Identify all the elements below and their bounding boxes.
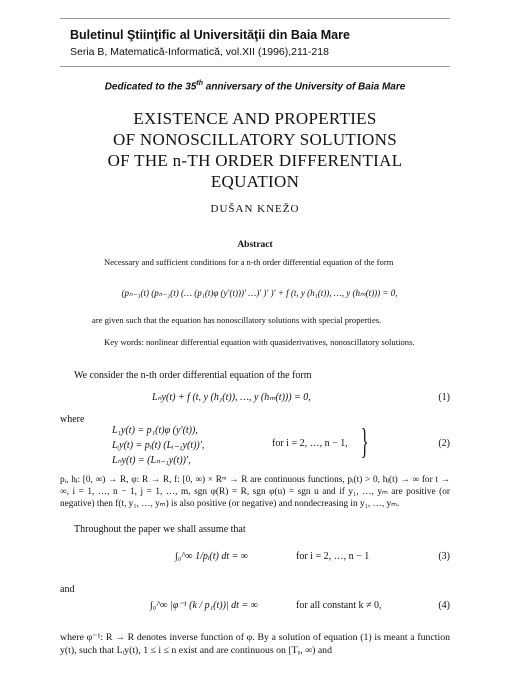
equation-1-number: (1) xyxy=(438,392,450,403)
abstract-paragraph-2: are given such that the equation has nonoscillatory solutions with special properties. xyxy=(92,315,382,325)
assume-text: Throughout the paper we shall assume that xyxy=(74,524,246,535)
journal-series: Seria B, Matematică-Informatică, vol.XII (1996),211-218 xyxy=(70,46,329,58)
paragraph-solution-definition: where φ⁻¹: R → R denotes inverse function of φ. By a solution of equation (1) is meant a function y(t), such that Lᵢy(t), 1 ≤ i ≤ n exist and are continuous on [Tᵧ, ∞) and xyxy=(60,632,450,656)
equation-4-condition: for all constant k ≠ 0, xyxy=(296,600,382,611)
title-line: EQUATION xyxy=(210,172,300,191)
title-line: OF THE n-TH ORDER DIFFERENTIAL xyxy=(107,151,403,170)
where-text: where xyxy=(60,414,85,425)
equation-4-number: (4) xyxy=(438,600,450,611)
top-rule xyxy=(60,18,450,19)
brace-symbol: } xyxy=(360,421,369,461)
paper-title xyxy=(0,108,510,192)
equation-3-condition: for i = 2, …, n − 1 xyxy=(296,551,370,562)
equation-3-integral: ∫₀^∞ 1/pᵢ(t) dt = ∞ xyxy=(175,551,249,562)
abstract-paragraph: Necessary and sufficient conditions for a n-th order differential equation of the form xyxy=(104,257,394,267)
equation-1: Lₙy(t) + f (t, y (h₁(t)), …, y (hₘ(t))) = 0, xyxy=(152,392,311,403)
equation-3-number: (3) xyxy=(438,551,450,562)
author-name: DUŠAN KNEŽO xyxy=(210,203,300,215)
equation-2-line: Lₙy(t) = (Lₙ₋₁y(t))′, xyxy=(112,455,191,466)
equation-2-number: (2) xyxy=(438,438,450,449)
title-line: EXISTENCE AND PROPERTIES xyxy=(133,109,377,128)
equation-2-lines xyxy=(112,423,204,468)
abstract-heading: Abstract xyxy=(237,240,273,250)
abstract-keywords: Key words: nonlinear differential equation with quasiderivatives, nonoscillatory solutions. xyxy=(104,337,415,347)
equation-2-condition: for i = 2, …, n − 1, xyxy=(272,438,348,449)
dedication: Dedicated to the 35th anniversary of the University of Baia Mare xyxy=(104,80,406,93)
and-text: and xyxy=(60,584,75,595)
equation-2-line: L₁y(t) = p₁(t)φ (y′(t)), xyxy=(112,425,198,436)
intro-text: We consider the n-th order differential equation of the form xyxy=(74,370,312,381)
title-line: OF NONOSCILLATORY SOLUTIONS xyxy=(113,130,397,149)
header-rule xyxy=(60,66,450,67)
paragraph-conditions: pᵢ, hⱼ: [0, ∞) → R, φ: R → R, f: [0, ∞) × Rᵐ → R are continuous functions, pᵢ(t) > 0, hⱼ(t) → ∞ for t → ∞, i = 1, …, n − 1, j = 1, …, m, sgn φ(R) = R, sgn φ(u) = sgn u and if y₁, …, yₘ are positive (or negative) then f(t, y₁, …, yₘ) is also positive (or negative) and nondecreasing in y₁, …, yₘ. xyxy=(60,475,450,509)
journal-title: Buletinul Ştiinţific al Universităţii din Baia Mare xyxy=(70,28,350,42)
equation-2-line: Lᵢy(t) = pᵢ(t) (Lᵢ₋₁y(t))′, xyxy=(112,440,205,451)
abstract-formula: (pₙ₋₁(t) (pₙ₋₂(t) (… (p₁(t)φ (y′(t)))′ …)′ )′ )′ + f (t, y (h₁(t)), …, y (hₘ(t))) = 0, xyxy=(121,288,398,298)
equation-4-integral: ∫₀^∞ |φ⁻¹ (k / p₁(t))| dt = ∞ xyxy=(150,600,258,611)
